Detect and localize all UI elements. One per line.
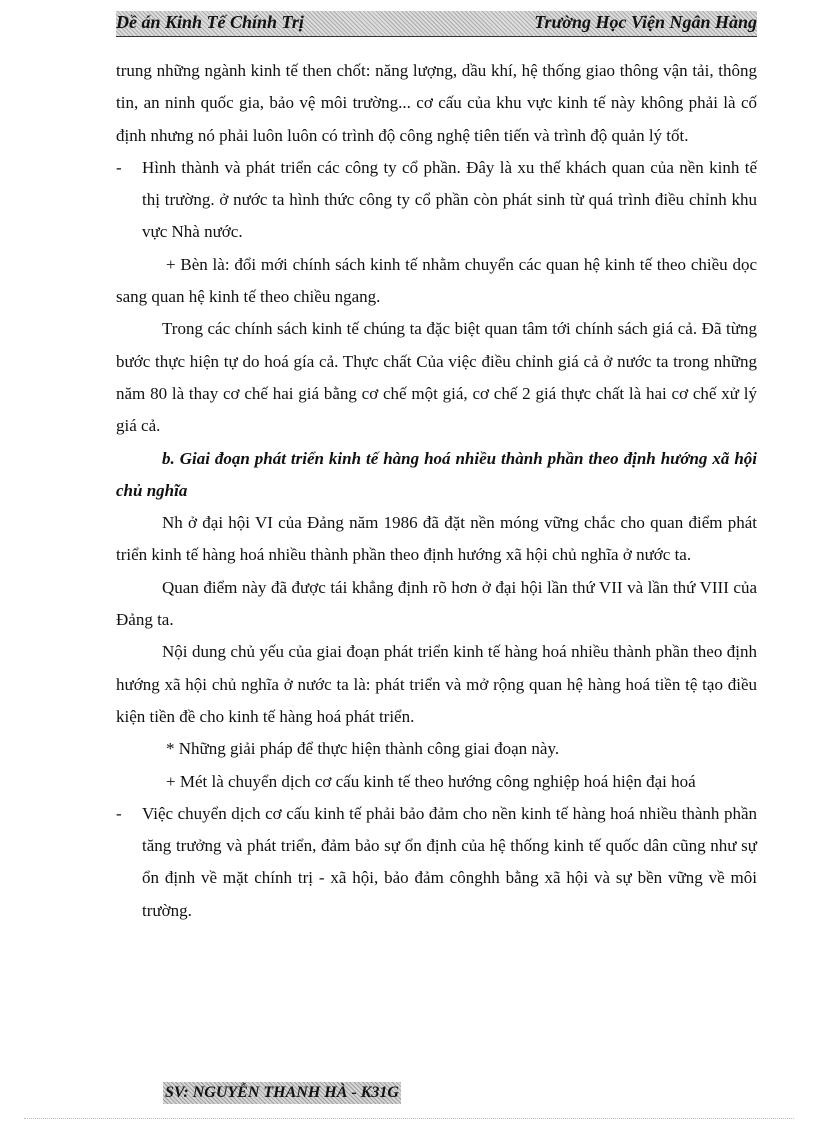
bullet-text: Hình thành và phát triển các công ty cổ phần. Đây là xu thế khách quan của nền kinh tế thị trường. ở nước ta hình thức công ty cổ phần còn phát sinh từ quá trình điều chỉnh khu vực Nhà nước.: [142, 157, 757, 242]
header-school-name: Trường Học Viện Ngân Hàng: [534, 12, 757, 32]
bullet-text: Việc chuyển dịch cơ cấu kinh tế phải bảo đảm cho nền kinh tế hàng hoá nhiều thành phần tăng trưởng và phát triển, đảm bảo sự ổn định của hệ thống kinh tế quốc dân cũng như sự ổn định về mặt chính trị - xã hội, bảo đảm cônghh bằng xã hội và sự bền vững về môi trường.: [142, 803, 757, 920]
page-footer-author: SV: NGUYỄN THANH HÀ - K31G: [163, 1082, 401, 1104]
section-heading: b. Giai đoạn phát triển kinh tế hàng hoá nhiều thành phần theo định hướng xã hội chủ nghĩa: [116, 448, 757, 500]
document-body: [116, 55, 757, 927]
bullet-dash: -: [116, 803, 122, 823]
paragraph: Nội dung chủ yếu của giai đoạn phát triển kinh tế hàng hoá nhiều thành phần theo định hướng xã hội chủ nghĩa ở nước ta là: phát triển và mở rộng quan hệ hàng hoá tiền tệ tạo điều kiện tiền đề cho kinh tế hàng hoá phát triển.: [116, 642, 757, 726]
paragraph: + Mét là chuyển dịch cơ cấu kinh tế theo hướng công nghiệp hoá hiện đại hoá: [166, 771, 696, 791]
bullet-dash: -: [116, 157, 122, 177]
bullet-item: [116, 152, 757, 249]
paragraph: trung những ngành kinh tế then chốt: năng lượng, dầu khí, hệ thống giao thông vận tải, thông tin, an ninh quốc gia, bảo vệ môi trường... cơ cấu của khu vực kinh tế này không phải là cố định nhưng nó phải luôn luôn có trình độ công nghệ tiên tiến và trình độ quản lý tốt.: [116, 61, 757, 145]
paragraph: Quan điểm này đã được tái khẳng định rõ hơn ở đại hội lần thứ VII và lần thứ VIII của Đảng ta.: [116, 577, 757, 630]
paragraph: Trong các chính sách kinh tế chúng ta đặc biệt quan tâm tới chính sách giá cả. Đã từng bước thực hiện tự do hoá gía cả. Thực chất Của việc điều chỉnh giá cả ở nước ta trong những năm 80 là thay cơ chế hai giá bằng cơ chế một giá, cơ chế 2 giá thực chất là hai cơ chế xử lý giá cả.: [116, 319, 757, 436]
page-bottom-divider: [24, 1118, 794, 1119]
paragraph: Nh ở đại hội VI của Đảng năm 1986 đã đặt nền móng vững chắc cho quan điểm phát triển kinh tế hàng hoá nhiều thành phần theo định hướng xã hội chủ nghĩa ở nước ta.: [116, 513, 757, 565]
bullet-item: [116, 798, 757, 927]
paragraph: + Bèn là: đổi mới chính sách kinh tế nhằm chuyển các quan hệ kinh tế theo chiều dọc sang quan hệ kinh tế theo chiều ngang.: [116, 254, 757, 307]
paragraph: * Những giải pháp để thực hiện thành công giai đoạn này.: [166, 739, 560, 759]
header-document-title: Dề án Kinh Tế Chính Trị: [116, 12, 304, 32]
page-header: [116, 11, 757, 37]
